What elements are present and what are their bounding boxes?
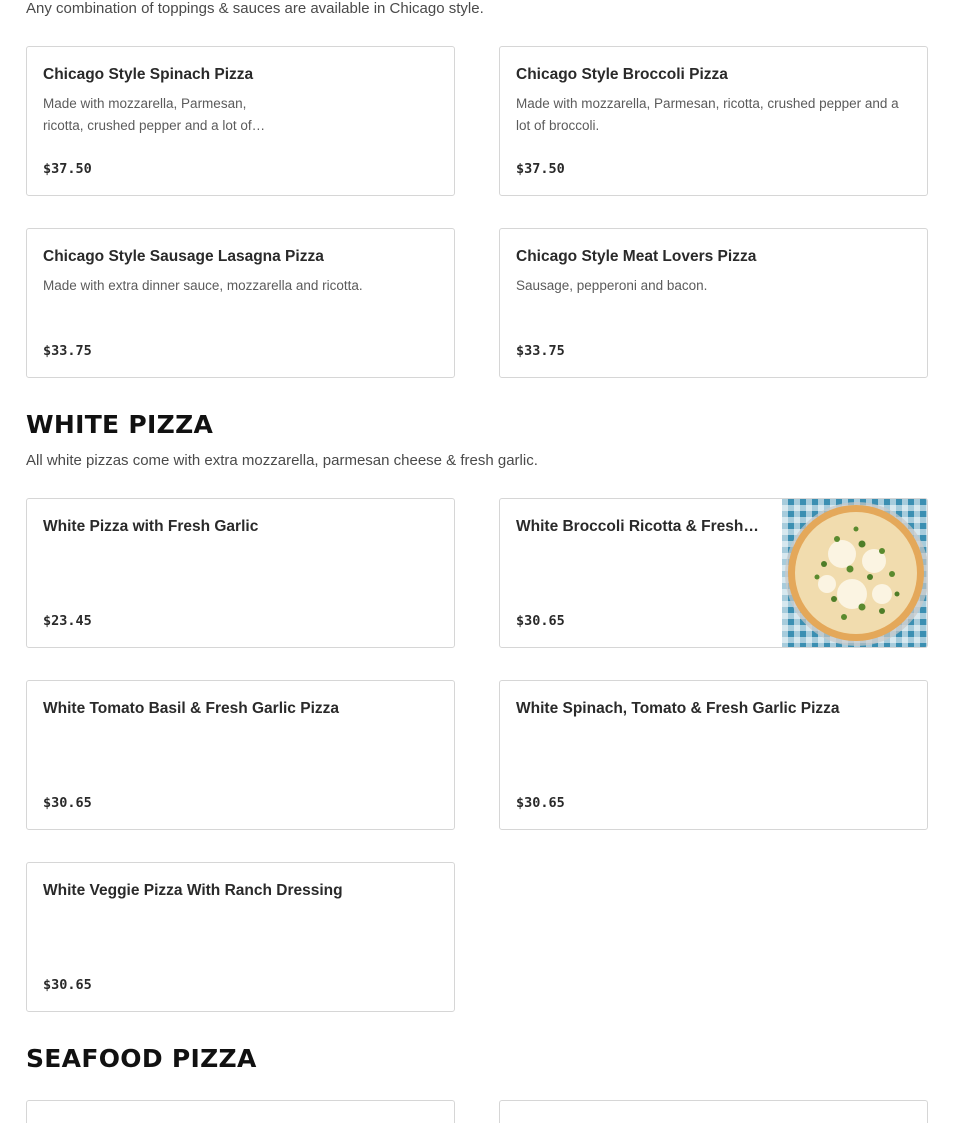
menu-item-price: $33.75 [43, 343, 92, 359]
menu-item-name: White Broccoli Ricotta & Fresh… [516, 518, 759, 535]
menu-item-name: Chicago Style Spinach Pizza [43, 66, 254, 83]
white-pizza-section-description: All white pizzas come with extra mozzarella, parmesan cheese & fresh garlic. [26, 452, 538, 469]
menu-item-name: White Tomato Basil & Fresh Garlic Pizza [43, 700, 339, 717]
menu-item-name: Chicago Style Meat Lovers Pizza [516, 248, 757, 265]
menu-item-description: Made with extra dinner sauce, mozzarella and ricotta. [43, 278, 363, 293]
menu-item-card[interactable] [26, 1100, 455, 1123]
menu-item-name: White Veggie Pizza With Ranch Dressing [43, 882, 343, 899]
menu-item-price: $30.65 [516, 613, 565, 629]
menu-item-price: $23.45 [43, 613, 92, 629]
menu-item-card[interactable] [26, 228, 455, 378]
menu-item-price: $30.65 [516, 795, 565, 811]
menu-item-name: White Pizza with Fresh Garlic [43, 518, 259, 535]
chicago-section-description: Any combination of toppings & sauces are available in Chicago style. [26, 0, 484, 17]
seafood-pizza-section-title: SEAFOOD PIZZA [26, 1044, 257, 1073]
menu-item-card[interactable] [26, 862, 455, 1012]
pizza-image [782, 499, 927, 647]
menu-item-card[interactable] [26, 498, 455, 648]
menu-item-price: $37.50 [43, 161, 92, 177]
menu-item-name: Chicago Style Broccoli Pizza [516, 66, 728, 83]
menu-item-card[interactable] [499, 1100, 928, 1123]
menu-item-name: Chicago Style Sausage Lasagna Pizza [43, 248, 324, 265]
menu-item-price: $30.65 [43, 977, 92, 993]
menu-item-description: Made with mozzarella, Parmesan, ricotta, crushed pepper and a lot of… [43, 96, 266, 133]
menu-item-card[interactable] [499, 498, 928, 648]
menu-item-card[interactable] [499, 680, 928, 830]
menu-item-card[interactable] [499, 228, 928, 378]
white-broccoli-pizza-photo [782, 499, 927, 647]
menu-item-description: Made with mozzarella, Parmesan, ricotta, crushed pepper and a lot of broccoli. [516, 96, 899, 133]
menu-item-name: White Spinach, Tomato & Fresh Garlic Pizza [516, 700, 840, 717]
menu-item-price: $33.75 [516, 343, 565, 359]
menu-item-card[interactable] [26, 680, 455, 830]
white-pizza-section-title: WHITE PIZZA [26, 410, 214, 439]
menu-item-card[interactable] [499, 46, 928, 196]
menu-item-price: $30.65 [43, 795, 92, 811]
menu-item-price: $37.50 [516, 161, 565, 177]
menu-item-card[interactable] [26, 46, 455, 196]
menu-item-description: Sausage, pepperoni and bacon. [516, 278, 708, 293]
